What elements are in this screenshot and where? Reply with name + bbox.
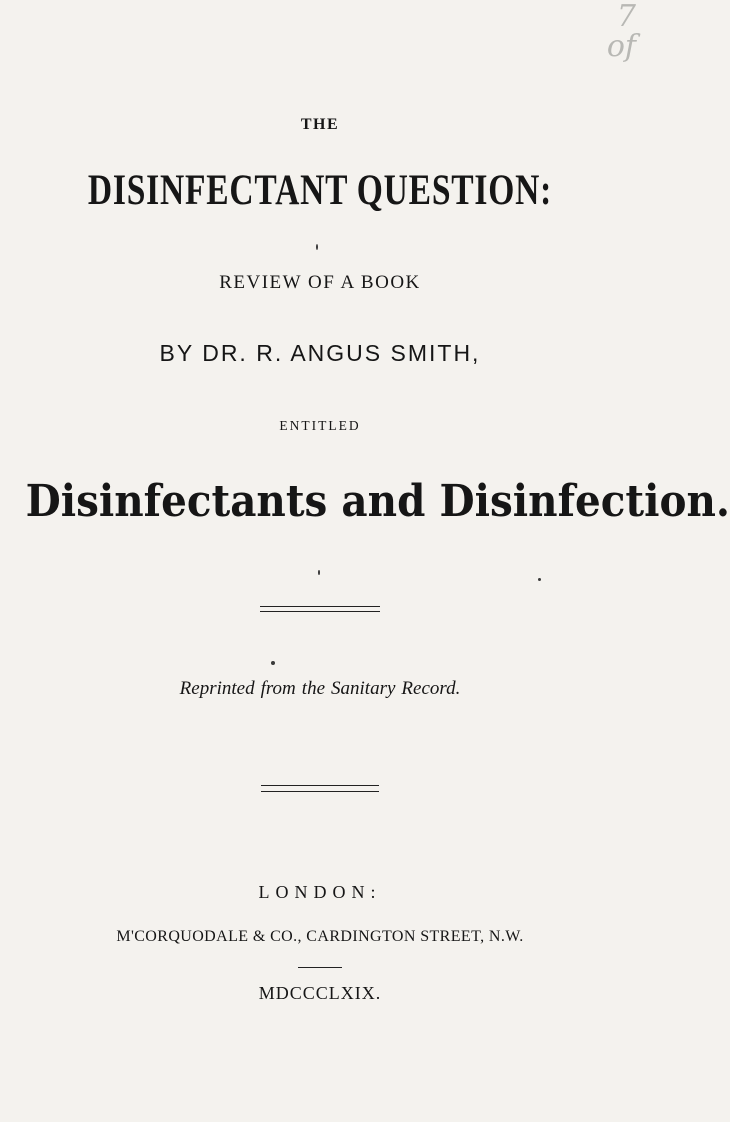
middle-rule-top bbox=[261, 785, 379, 786]
paper-speck bbox=[316, 244, 318, 250]
paper-speck bbox=[318, 570, 320, 575]
main-title: DISINFECTANT QUESTION: bbox=[87, 167, 553, 214]
paper-speck bbox=[271, 661, 275, 665]
subtitle-review: REVIEW OF A BOOK bbox=[219, 272, 421, 293]
middle-rule-bottom bbox=[261, 791, 379, 792]
reprinted-word: Reprinted bbox=[179, 678, 255, 699]
title-prefix: THE bbox=[300, 116, 340, 133]
author-line: BY DR. R. ANGUS SMITH, bbox=[159, 340, 481, 366]
pencil-annotation: 7 of bbox=[606, 0, 636, 64]
from-word: from bbox=[260, 678, 296, 699]
entitled-label: ENTITLED bbox=[279, 418, 361, 433]
short-rule bbox=[298, 967, 342, 968]
sanitary-word: Sanitary bbox=[331, 678, 396, 699]
book-title: Disinfectants and Disinfection. bbox=[25, 476, 730, 527]
imprint-city: LONDON: bbox=[258, 882, 382, 902]
imprint-date: MDCCCLXIX. bbox=[258, 983, 382, 1003]
double-rule-bottom bbox=[260, 611, 380, 612]
record-word: Record. bbox=[401, 678, 461, 699]
imprint-publisher: M'CORQUODALE & CO., CARDINGTON STREET, N.W. bbox=[116, 928, 524, 945]
double-rule-top bbox=[260, 606, 380, 607]
reprint-note bbox=[0, 678, 640, 700]
the-word: the bbox=[301, 678, 326, 699]
paper-speck bbox=[538, 578, 541, 581]
